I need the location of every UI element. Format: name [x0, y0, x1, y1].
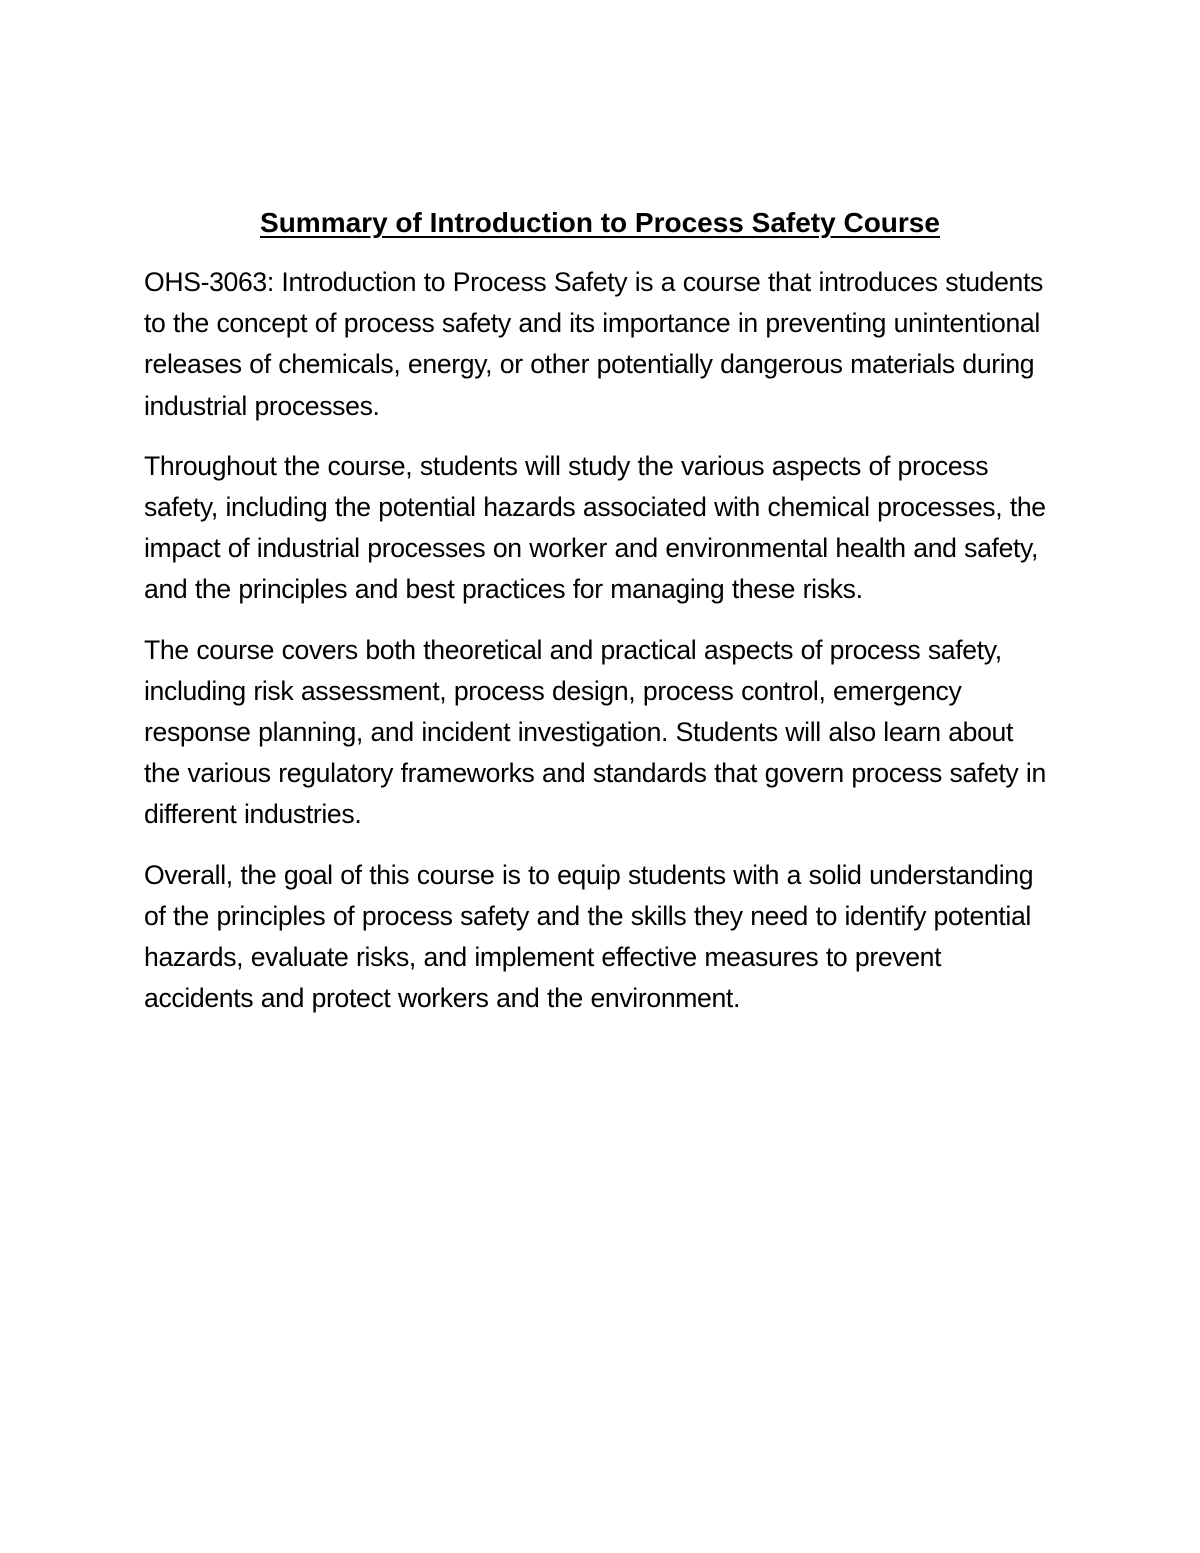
paragraph-course-topics: Throughout the course, students will study the various aspects of process safety, including the potential hazards associated with chemical processes, the impact of industrial processes on worker and environmental health and safety, and the principles and best practices for managing these risks. [144, 450, 1046, 605]
paragraph-course-coverage: The course covers both theoretical and practical aspects of process safety, including risk assessment, process design, process control, emergency response planning, and incident investigation. Students will also learn about the various regulatory frameworks and standards that govern process safety in different industries. [144, 634, 1046, 830]
document-body [144, 202, 1056, 1038]
paragraph-course-goal: Overall, the goal of this course is to equip students with a solid understanding of the principles of process safety and the skills they need to identify potential hazards, evaluate risks, and implement effective measures to prevent accidents and protect workers and the environment. [144, 859, 1034, 1014]
document-title: Summary of Introduction to Process Safety Course [260, 207, 940, 238]
paragraph-course-intro: OHS-3063: Introduction to Process Safety is a course that introduces students to the concept of process safety and its importance in preventing unintentional releases of chemicals, energy, or other potentially dangerous materials during industrial processes. [144, 267, 1043, 421]
